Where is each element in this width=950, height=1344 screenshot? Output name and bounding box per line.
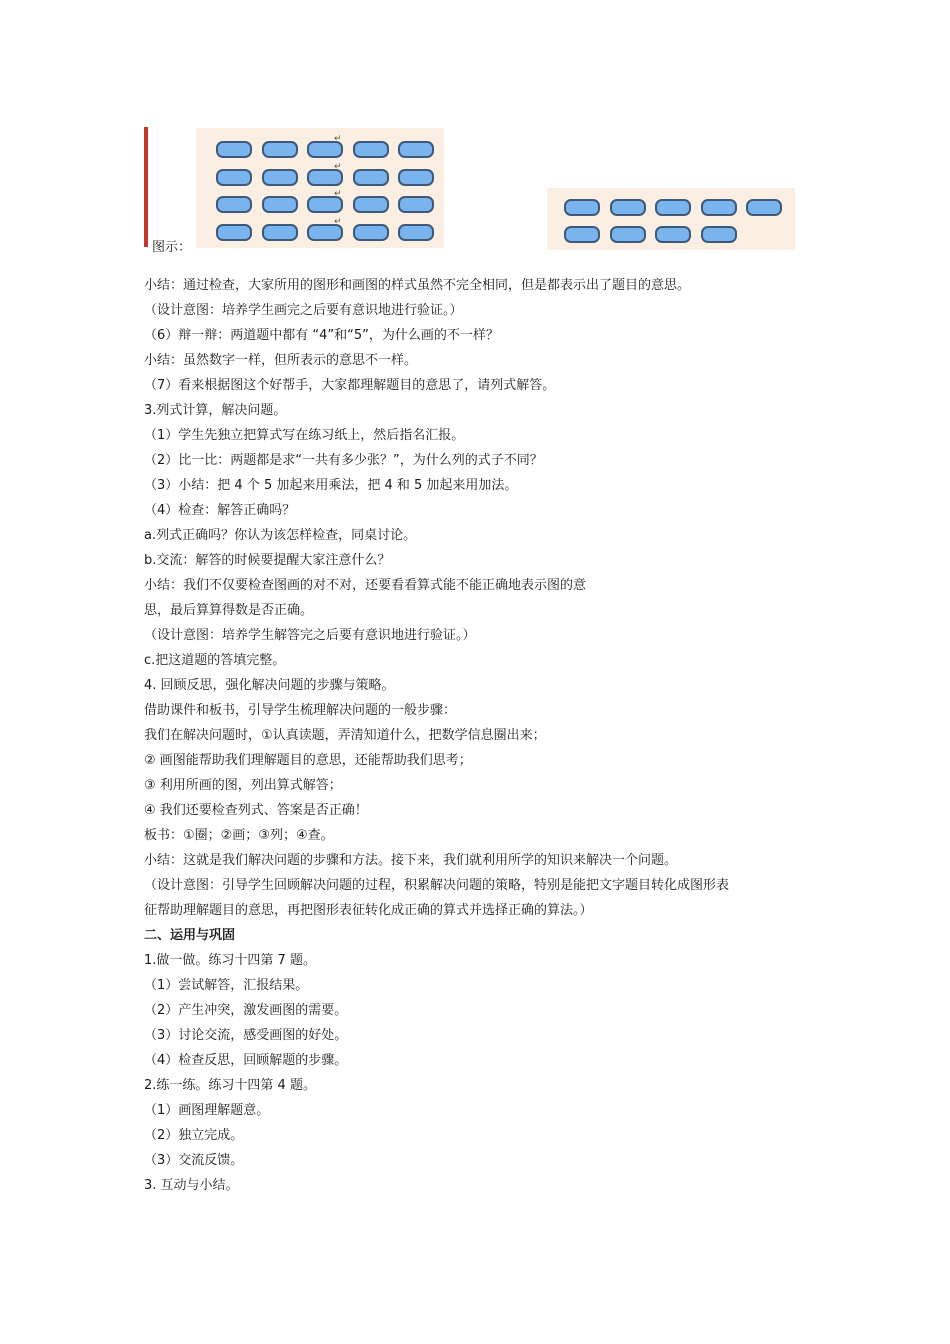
text-line: （设计意图：培养学生解答完之后要有意识地进行验证。） xyxy=(144,628,476,643)
text-line: （3）小结：把 4 个 5 加起来用乘法，把 4 和 5 加起来用加法。 xyxy=(144,478,518,493)
tile-shape xyxy=(398,141,434,158)
text-line: 4. 回顾反思，强化解决问题的步骤与策略。 xyxy=(144,678,395,693)
figure-label: 图示： xyxy=(152,240,192,255)
tile-shape xyxy=(398,169,434,186)
text-line: ④ 我们还要检查列式、答案是否正确！ xyxy=(144,803,368,818)
tile-shape xyxy=(216,196,252,213)
text-line: （1）学生先独立把算式写在练习纸上，然后指名汇报。 xyxy=(144,428,465,443)
tile-shape xyxy=(262,169,298,186)
tile-shape xyxy=(701,226,737,243)
tile-shape xyxy=(353,196,389,213)
tile-shape xyxy=(262,224,298,241)
figure-group-5-and-4 xyxy=(547,188,795,250)
text-line: c.把这道题的答填完整。 xyxy=(144,653,286,668)
tile-shape xyxy=(398,196,434,213)
text-line: 我们在解决问题时，①认真读题，弄清知道什么，把数学信息圈出来； xyxy=(144,728,546,743)
text-line: （6）辩一辩：两道题中都有 “4”和“5”，为什么画的不一样？ xyxy=(144,328,499,343)
return-arrow-icon: ↵ xyxy=(334,216,342,227)
return-arrow-icon: ↵ xyxy=(334,189,342,199)
text-line: 征帮助理解题目的意思，再把图形表征转化成正确的算式并选择正确的算法。） xyxy=(144,903,593,918)
text-line: 借助课件和板书，引导学生梳理解决问题的一般步骤： xyxy=(144,703,457,718)
tile-shape xyxy=(655,199,691,216)
tile-shape xyxy=(564,226,600,243)
text-line: 小结：这就是我们解决问题的步骤和方法。接下来，我们就利用所学的知识来解决一个问题。 xyxy=(144,853,678,868)
text-line: （2）独立完成。 xyxy=(144,1128,244,1143)
text-line: 3. 互动与小结。 xyxy=(144,1178,239,1193)
text-line: （1）尝试解答，汇报结果。 xyxy=(144,978,309,993)
tile-shape xyxy=(610,199,646,216)
text-line: （1）画图理解题意。 xyxy=(144,1103,270,1118)
tile-shape xyxy=(564,199,600,216)
text-line: 2.练一练。练习十四第 4 题。 xyxy=(144,1078,316,1093)
text-line: （2）产生冲突，激发画图的需要。 xyxy=(144,1003,348,1018)
lesson-text xyxy=(144,273,824,1198)
text-line: 小结：虽然数字一样，但所表示的意思不一样。 xyxy=(144,353,418,368)
text-line: 小结：通过检查，大家所用的图形和画图的样式虽然不完全相同，但是都表示出了题目的意思。 xyxy=(144,278,691,293)
text-line: 思，最后算算得数是否正确。 xyxy=(144,603,314,618)
text-line: （3）讨论交流，感受画图的好处。 xyxy=(144,1028,348,1043)
text-line: （设计意图：引导学生回顾解决问题的过程，积累解决问题的策略，特别是能把文字题目转化成图形表 xyxy=(144,878,730,893)
text-line: （设计意图：培养学生画完之后要有意识地进行验证。） xyxy=(144,303,463,318)
text-line: ③ 利用所画的图，列出算式解答； xyxy=(144,778,342,793)
text-line: 3.列式计算，解决问题。 xyxy=(144,403,287,418)
text-line: a.列式正确吗？你认为该怎样检查，同桌讨论。 xyxy=(144,528,417,543)
tile-shape xyxy=(216,224,252,241)
return-arrow-icon: ↵ xyxy=(334,161,342,172)
tile-shape xyxy=(216,169,252,186)
section-heading: 二、运用与巩固 xyxy=(144,928,236,943)
text-line: b.交流：解答的时候要提醒大家注意什么？ xyxy=(144,553,391,568)
text-line: （4）检查：解答正确吗？ xyxy=(144,503,296,518)
text-line: （3）交流反馈。 xyxy=(144,1153,244,1168)
text-line: （4）检查反思，回顾解题的步骤。 xyxy=(144,1053,348,1068)
text-line: 板书：①圈；②画；③列；④查。 xyxy=(144,828,334,843)
tile-shape xyxy=(353,141,389,158)
margin-bar xyxy=(144,127,148,247)
tile-shape xyxy=(655,226,691,243)
tile-shape xyxy=(701,199,737,216)
tile-shape xyxy=(262,141,298,158)
figure-group-4x5 xyxy=(196,128,444,248)
tile-shape xyxy=(746,199,782,216)
tile-shape xyxy=(610,226,646,243)
tile-shape xyxy=(353,224,389,241)
tile-shape xyxy=(398,224,434,241)
tile-shape xyxy=(262,196,298,213)
text-line: （2）比一比：两题都是求“一共有多少张？”，为什么列的式子不同？ xyxy=(144,453,543,468)
text-line: （7）看来根据图这个好帮手，大家都理解题目的意思了，请列式解答。 xyxy=(144,378,556,393)
return-arrow-icon: ↵ xyxy=(334,134,342,144)
text-line: 1.做一做。练习十四第 7 题。 xyxy=(144,953,316,968)
tile-shape xyxy=(353,169,389,186)
tile-shape xyxy=(216,141,252,158)
text-line: ② 画图能帮助我们理解题目的意思，还能帮助我们思考； xyxy=(144,753,472,768)
text-line: 小结：我们不仅要检查图画的对不对，还要看看算式能不能正确地表示图的意 xyxy=(144,578,587,593)
